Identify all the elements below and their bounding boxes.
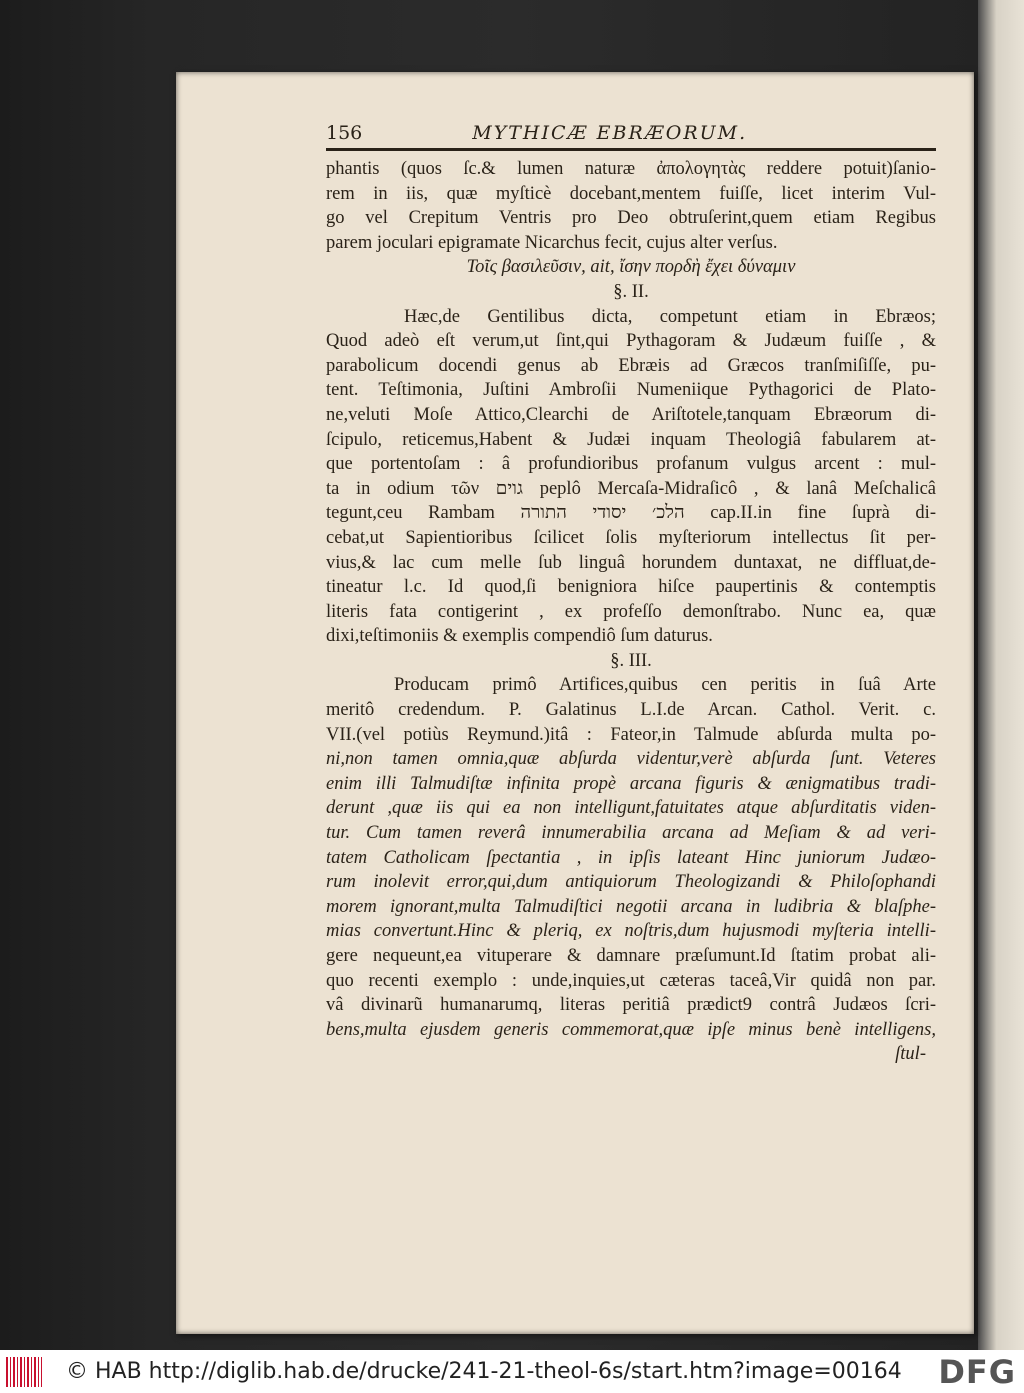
text-line: Producam primô Artifices,quibus cen peritis in ſuâ Arte xyxy=(394,675,936,696)
barcode-icon xyxy=(6,1357,42,1387)
text-line: go vel Crepitum Ventris pro Deo obtruſerint,quem etiam Regibus xyxy=(326,208,936,229)
text-line: §. II. xyxy=(613,281,649,302)
text-line: literis fata contigerint , ex profeſſo demonſtrabo. Nunc ea, quæ xyxy=(326,601,936,622)
text-line: dixi,teſtimoniis & exemplis compendiô ſum daturus. xyxy=(326,626,713,647)
viewer-footer xyxy=(0,1350,1024,1393)
text-line: mias convertunt.Hinc & pleriq, ex noſtris,dum hujusmodi myſteria intelli- xyxy=(326,921,936,942)
text-line: ſtul- xyxy=(895,1044,926,1065)
text-line: ni,non tamen omnia,quæ abſurda videntur,verè abſurda ſunt. Veteres xyxy=(326,749,936,770)
running-head: MYTHICÆ EBRÆORUM. xyxy=(472,122,748,144)
text-line: vius,& lac cum melle ſub linguâ horundem duntaxat, ne diffluat,de- xyxy=(326,552,936,573)
text-line: VII.(vel potiùs Reymund.)itâ : Fateor,in Talmude abſurda multa po- xyxy=(326,724,936,745)
text-line: tineatur l.c. Id quod,ſi benigniora hiſce paupertinis & contemptis xyxy=(326,577,936,598)
page-number: 156 xyxy=(326,122,363,144)
text-line: ne,veluti Moſe Attico,Clearchi de Ariſtotele,tanquam Ebræorum di- xyxy=(326,404,936,425)
text-line: rum inolevit error,qui,dum antiquiorum Theologizandi & Philoſophandi xyxy=(326,872,936,893)
page-content xyxy=(326,122,936,1067)
text-line: quo recenti exemplo : unde,inquies,ut cæteras taceâ,Vir quidâ non par. xyxy=(326,970,936,991)
attribution-link[interactable]: © HAB http://diglib.hab.de/drucke/241-21-theol-6s/start.htm?image=00164 xyxy=(66,1359,902,1384)
text-line: tatem Catholicam ſpectantia , in ipſis lateant Hinc juniorum Judæo- xyxy=(326,847,936,868)
text-line: vâ divinarũ humanarumq, literas peritiâ prædict9 contrâ Judæos ſcri- xyxy=(326,995,936,1016)
text-line: ta in odium τῶν גוים peplô Mercaſa-Midraſicô , & lanâ Meſchalicâ xyxy=(326,478,937,499)
text-line: tent. Teſtimonia, Juſtini Ambroſii Numeniique Pythagorici de Plato- xyxy=(326,380,936,401)
text-line: phantis (quos ſc.& lumen naturæ ἀπολογητὰς reddere potuit)ſanio- xyxy=(326,159,936,179)
text-line: enim illi Talmudiſtæ infinita propè arcana figuris & ænigmatibus tradi- xyxy=(326,773,936,794)
text-line: Hæc,de Gentilibus dicta, competunt etiam in Ebræos; xyxy=(404,306,936,327)
text-line: parem joculari epigramate Nicarchus fecit, cujus alter verſus. xyxy=(326,232,778,253)
text-line: ſcipulo, reticemus,Habent & Judæi inquam Theologiâ fabularem at- xyxy=(326,429,936,450)
dfg-logo: DFG xyxy=(938,1352,1016,1391)
text-line: gere nequeunt,ea vituperare & damnare præſumunt.Id ſtatim probat ali- xyxy=(326,946,936,966)
text-line: derunt ,quæ iis qui ea non intelligunt,fatuitates atque abſurditatis viden- xyxy=(326,798,936,819)
text-line: rem in iis, quæ myſticè docebant,mentem fuiſſe, licet interim Vul- xyxy=(326,183,936,204)
body-text xyxy=(326,157,936,1067)
page-header xyxy=(326,122,936,151)
text-line: cebat,ut Sapientioribus ſcilicet ſolis myſteriorum intellectus ſit per- xyxy=(326,527,936,548)
text-line: meritô credendum. P. Galatinus L.I.de Arcan. Cathol. Verit. c. xyxy=(326,700,936,721)
text-line: morem ignorant,multa Talmudiſtici negotii arcana in ludibria & blaſphe- xyxy=(326,896,936,917)
adjacent-page-edge xyxy=(978,0,1024,1350)
text-line: tur. Cum tamen reverâ innumerabilia arcana ad Meſiam & ad veri- xyxy=(326,823,936,844)
text-line: Τοῖς βασιλεῦσιν, ait, ἴσην πορδὴ ἔχει δύναμιν xyxy=(466,257,796,278)
book-page xyxy=(176,72,974,1334)
text-line: tegunt,ceu Rambam הלכ׳ יסודי התורה cap.II.in fine ſuprà di- xyxy=(326,503,936,524)
text-line: Quod adeò eſt verum,ut ſint,qui Pythagoram & Judæum fuiſſe , & xyxy=(326,331,936,352)
text-line: §. III. xyxy=(610,650,652,671)
text-line: bens,multa ejusdem generis commemorat,quæ ipſe minus benè intelligens, xyxy=(326,1019,936,1040)
text-line: parabolicum docendi genus ab Ebræis ad Græcos tranſmiſiſſe, pu- xyxy=(326,355,936,376)
text-line: que portentoſam : â profundioribus profanum vulgus arcent : mul- xyxy=(326,454,936,475)
